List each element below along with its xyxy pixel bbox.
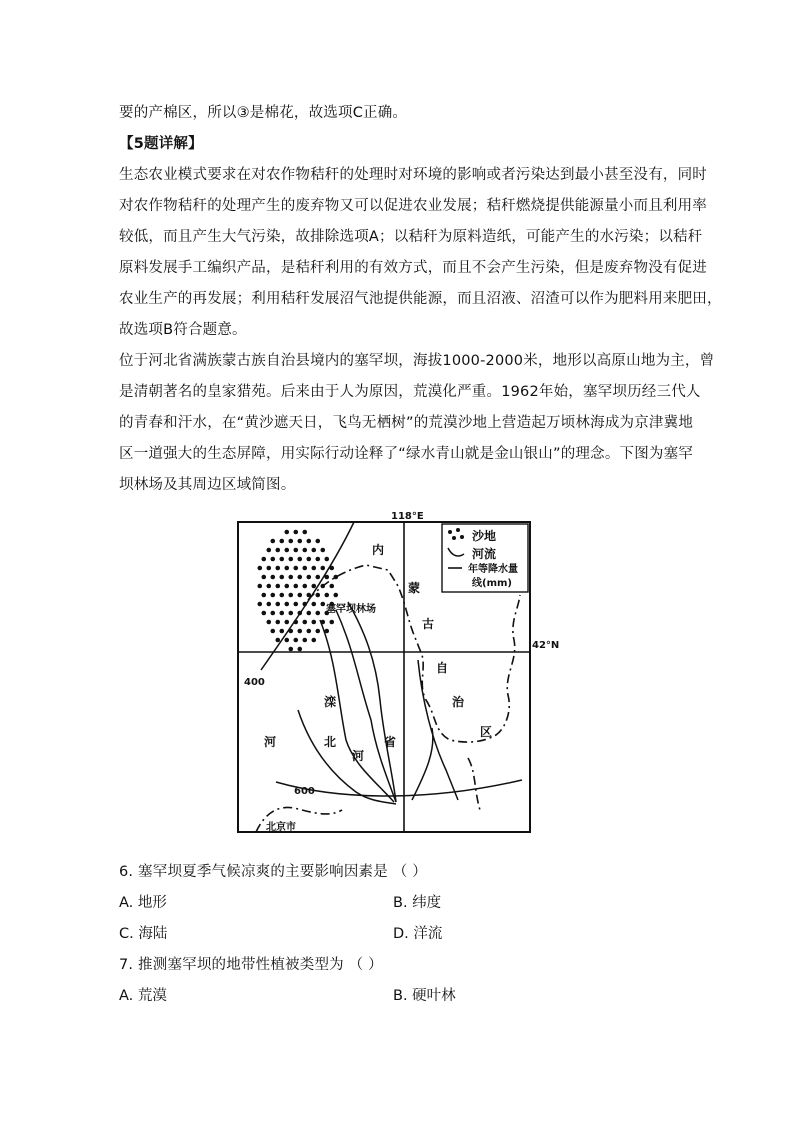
sand-dot <box>275 638 280 643</box>
sand-dot <box>302 566 307 571</box>
sand-dot <box>257 584 262 589</box>
sand-dot <box>320 566 325 571</box>
sand-dot <box>275 620 280 625</box>
sand-dot <box>306 539 311 544</box>
sand-dot <box>279 629 284 634</box>
sand-dot <box>288 557 293 562</box>
text-line: 的青春和汗水，在“黄沙遮天日，飞鸟无栖树”的荒漠沙地上营造起万顷林海成为京津冀地 <box>119 415 694 431</box>
sand-dot <box>315 593 320 598</box>
map-label: 北 <box>324 735 337 749</box>
sand-dot <box>266 584 271 589</box>
text-line: 生态农业模式要求在对农作物秸秆的处理时对环境的影响或者污染达到最小甚至没有，同时 <box>119 167 707 183</box>
sand-dot <box>288 647 293 652</box>
map-label: 省 <box>384 735 397 749</box>
text-line: 农业生产的再发展；利用秸秆发展沼气池提供能源，而且沼液、沼渣可以作为肥料用来肥田， <box>119 291 722 307</box>
map-label: 治 <box>452 695 465 709</box>
legend-river-label: 河流 <box>472 547 497 561</box>
sand-dot <box>297 593 302 598</box>
sand-dot <box>324 593 329 598</box>
text-line: 区一道强大的生态屏障，用实际行动诠释了“绿水青山就是金山银山”的理念。下图为塞罕 <box>119 446 694 462</box>
sand-dot <box>284 566 289 571</box>
sand-dot <box>279 593 284 598</box>
option-a: A. 地形 <box>119 895 167 911</box>
sand-dot <box>297 647 302 652</box>
sand-dot <box>302 620 307 625</box>
sand-dot <box>320 602 325 607</box>
isohyet-600-label: 600 <box>294 786 315 797</box>
question-stem: 7. 推测塞罕坝的地带性植被类型为 （ ） <box>119 957 383 973</box>
isohyet-400-label: 400 <box>244 677 265 688</box>
sand-dot <box>324 557 329 562</box>
sand-dot <box>297 557 302 562</box>
sand-dot <box>302 530 307 535</box>
sand-dot <box>315 539 320 544</box>
sand-dot <box>329 584 334 589</box>
sand-dot <box>257 566 262 571</box>
sand-dot <box>275 602 280 607</box>
option-c: C. 海陆 <box>119 926 168 942</box>
sand-dot <box>315 629 320 634</box>
map-label: 自 <box>436 661 449 675</box>
text-line: 对农作物秸秆的处理产生的废弃物又可以促进农业发展；秸秆燃烧提供能源量小而且利用率 <box>119 198 707 214</box>
text-line: 故选项B符合题意。 <box>119 322 247 338</box>
legend-isohyet-label: 年等降水量 <box>468 564 518 575</box>
sand-dot <box>306 611 311 616</box>
sand-dot <box>306 557 311 562</box>
sand-dot <box>329 620 334 625</box>
map-label: 内 <box>372 543 385 557</box>
sand-dot <box>297 629 302 634</box>
sand-dot <box>288 593 293 598</box>
sand-dot <box>270 575 275 580</box>
sand-dot <box>311 638 316 643</box>
text-line: 是清朝著名的皇家猎苑。后来由于人为原因，荒漠化严重。1962年始，塞罕坝历经三代人 <box>119 384 701 400</box>
text-line: 位于河北省满族蒙古族自治县境内的塞罕坝，海拔1000-2000米，地形以高原山地为主，曾 <box>119 353 715 369</box>
saihanba-map <box>236 510 560 836</box>
sand-dot <box>311 602 316 607</box>
sand-dot <box>279 557 284 562</box>
sand-dot <box>275 584 280 589</box>
sand-dot <box>261 593 266 598</box>
text-line: 要的产棉区，所以③是棉花，故选项C正确。 <box>119 105 408 121</box>
map-label: 蒙 <box>408 581 421 595</box>
sand-dot <box>257 602 262 607</box>
legend-isohyet-label-2: 线(mm) <box>472 578 512 589</box>
sand-dot <box>293 602 298 607</box>
sand-dot <box>315 575 320 580</box>
sand-dot <box>315 611 320 616</box>
text-line: 原料发展手工编织产品，是秸秆利用的有效方式，而且不会产生污染，但是废弃物没有促进 <box>119 260 707 276</box>
sand-dot <box>279 539 284 544</box>
sand-dot <box>302 584 307 589</box>
sand-dot <box>270 557 275 562</box>
sand-dot <box>306 575 311 580</box>
sand-dot <box>279 575 284 580</box>
beijing-label: 北京市 <box>266 822 296 833</box>
map-label: 区 <box>480 725 493 739</box>
sand-dot <box>293 638 298 643</box>
option-a: A. 荒漠 <box>119 988 167 1004</box>
sand-dot <box>266 602 271 607</box>
sand-dot <box>306 629 311 634</box>
sand-dot <box>275 548 280 553</box>
sand-dot <box>279 611 284 616</box>
sand-dot <box>266 566 271 571</box>
section-heading: 【5题详解】 <box>119 136 203 152</box>
sand-dot <box>311 548 316 553</box>
sand-dot <box>270 539 275 544</box>
sand-dot <box>333 593 338 598</box>
sand-dot <box>266 548 271 553</box>
sand-dot <box>302 548 307 553</box>
sand-dot <box>288 539 293 544</box>
sand-dot <box>311 566 316 571</box>
sand-dot <box>261 575 266 580</box>
sand-dot <box>284 584 289 589</box>
sand-dot <box>297 539 302 544</box>
sand-dot <box>270 593 275 598</box>
sand-dot <box>284 620 289 625</box>
legend-sand-label: 沙地 <box>472 529 497 543</box>
sand-dot <box>261 557 266 562</box>
sand-dot <box>293 584 298 589</box>
map-label: 古 <box>422 617 435 631</box>
option-d: D. 洋流 <box>393 926 443 942</box>
sand-dot <box>288 611 293 616</box>
sand-dot <box>315 557 320 562</box>
sand-dot <box>311 620 316 625</box>
sand-dot <box>293 530 298 535</box>
sand-dot <box>311 584 316 589</box>
sand-dot <box>297 575 302 580</box>
sand-dot <box>266 620 271 625</box>
meridian-label: 118°E <box>391 511 424 522</box>
sand-dot <box>275 566 280 571</box>
forest-label: 塞罕坝林场 <box>326 604 376 615</box>
sand-dot <box>320 548 325 553</box>
sand-dot <box>284 530 289 535</box>
sand-dot <box>261 611 266 616</box>
option-b: B. 硬叶林 <box>393 988 456 1004</box>
sand-dot <box>293 548 298 553</box>
sand-dot <box>288 575 293 580</box>
sand-dot <box>293 566 298 571</box>
parallel-label: 42°N <box>532 640 560 651</box>
sand-dot <box>270 629 275 634</box>
sand-dot <box>284 548 289 553</box>
option-b: B. 纬度 <box>393 895 442 911</box>
sand-dot <box>284 602 289 607</box>
sand-dot <box>302 638 307 643</box>
map-label: 河 <box>352 749 365 763</box>
sand-dot <box>270 611 275 616</box>
sand-dot <box>284 638 289 643</box>
text-line: 较低，而且产生大气污染，故排除选项A；以秸秆为原料造纸，可能产生的水污染；以秸秆 <box>119 229 703 245</box>
map-label: 滦 <box>324 695 337 709</box>
text-line: 坝林场及其周边区域简图。 <box>119 477 296 493</box>
question-stem: 6. 塞罕坝夏季气候凉爽的主要影响因素是 （ ） <box>119 864 427 880</box>
map-label: 河 <box>264 735 277 749</box>
map-svg <box>236 510 560 836</box>
